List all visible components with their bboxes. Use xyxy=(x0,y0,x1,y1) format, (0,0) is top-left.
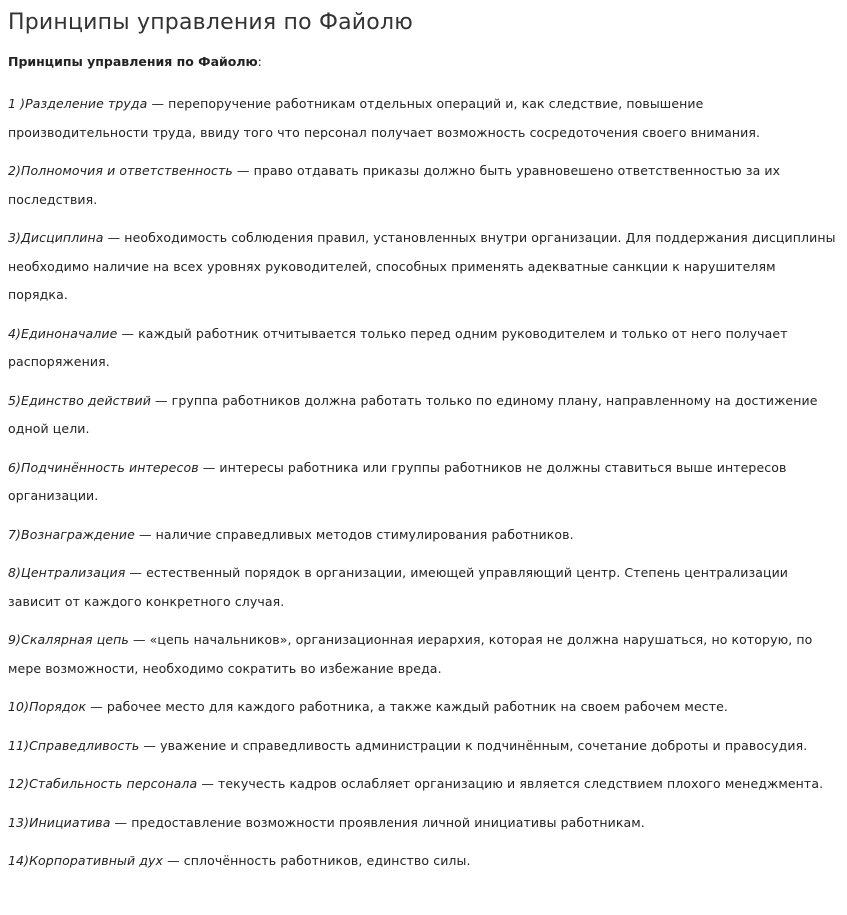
principle-description: — каждый работник отчитывается только перед одним руководителем и только от него получает распоряжения. xyxy=(8,325,788,369)
section-heading xyxy=(8,54,839,70)
section-heading-colon: : xyxy=(257,54,262,69)
principle-description: — группа работников должна работать только по единому плану, направленному на достижение одной цели. xyxy=(8,392,818,436)
principle-term: 10)Порядок xyxy=(8,699,87,714)
principle-item-8 xyxy=(8,559,839,616)
principle-description: — право отдавать приказы должно быть уравновешено ответственностью за их последствия. xyxy=(8,163,781,207)
principle-description: — наличие справедливых методов стимулирования работников. xyxy=(138,526,574,542)
principle-item-9 xyxy=(8,626,839,683)
section-heading-bold: Принципы управления по Файолю xyxy=(8,54,258,69)
principle-item-13 xyxy=(8,809,839,838)
principle-description: — уважение и справедливость администрации к подчинённым, сочетание доброты и правосудия. xyxy=(143,737,808,753)
principle-term: 11)Справедливость xyxy=(8,737,144,753)
principle-item-3 xyxy=(8,224,839,310)
principle-description: — перепоручение работникам отдельных операций и, как следствие, повышение производительности труда, ввиду того что персонал получает возможность сосредоточения своего внимания. xyxy=(8,96,761,140)
principle-term: 1 )Разделение труда xyxy=(8,96,148,111)
principle-term: 8)Централизация xyxy=(8,565,126,580)
principle-item-6 xyxy=(8,454,839,511)
principle-term: 7)Вознаграждение xyxy=(8,526,139,542)
principle-description: — естественный порядок в организации, имеющей управляющий центр. Степень централизации зависит от каждого конкретного случая. xyxy=(8,565,789,609)
principle-term: 5)Единство действий xyxy=(8,392,151,408)
principle-description: — «цепь начальников», организационная иерархия, которая не должна нарушаться, но которую, по мере возможности, необходимо сократить во избежание вреда. xyxy=(8,632,813,676)
principle-description: — текучесть кадров ослабляет организацию и является следствием плохого менеджмента. xyxy=(197,776,824,791)
principle-description: — сплочённость работников, единство силы. xyxy=(163,853,471,868)
principle-term: 14)Корпоративный дух xyxy=(8,853,164,868)
page-title: Принципы управления по Файолю xyxy=(8,10,413,35)
principle-term: 9)Скалярная цепь xyxy=(8,632,129,647)
principle-term: 6)Подчинённость интересов xyxy=(8,459,199,475)
principle-description: — предоставление возможности проявления личной инициативы работникам. xyxy=(114,814,645,830)
principle-term: 13)Инициатива xyxy=(8,814,115,830)
principle-item-7 xyxy=(8,521,839,550)
principle-item-5 xyxy=(8,387,839,444)
principle-description: — необходимость соблюдения правил, установленных внутри организации. Для поддержания дисциплины необходимо наличие на всех уровнях руководителей, способных применять адекватные санкции к нарушителям порядка. xyxy=(8,230,836,302)
principle-term: 12)Стабильность персонала xyxy=(8,776,198,791)
principle-item-11 xyxy=(8,732,839,761)
principle-term: 2)Полномочия и ответственность xyxy=(8,163,233,178)
principle-item-2 xyxy=(8,157,839,214)
principles-list xyxy=(8,90,839,876)
principle-description: — рабочее место для каждого работника, а также каждый работник на своем рабочем месте. xyxy=(86,699,728,714)
principle-term: 3)Дисциплина xyxy=(8,230,104,245)
principle-item-12 xyxy=(8,770,839,799)
principle-item-4 xyxy=(8,320,839,377)
principle-item-1 xyxy=(8,90,839,147)
principle-item-10 xyxy=(8,693,839,722)
principle-term: 4)Единоначалие xyxy=(8,325,118,341)
principle-description: — интересы работника или группы работников не должны ставиться выше интересов организации. xyxy=(8,459,787,503)
principle-item-14 xyxy=(8,847,839,876)
